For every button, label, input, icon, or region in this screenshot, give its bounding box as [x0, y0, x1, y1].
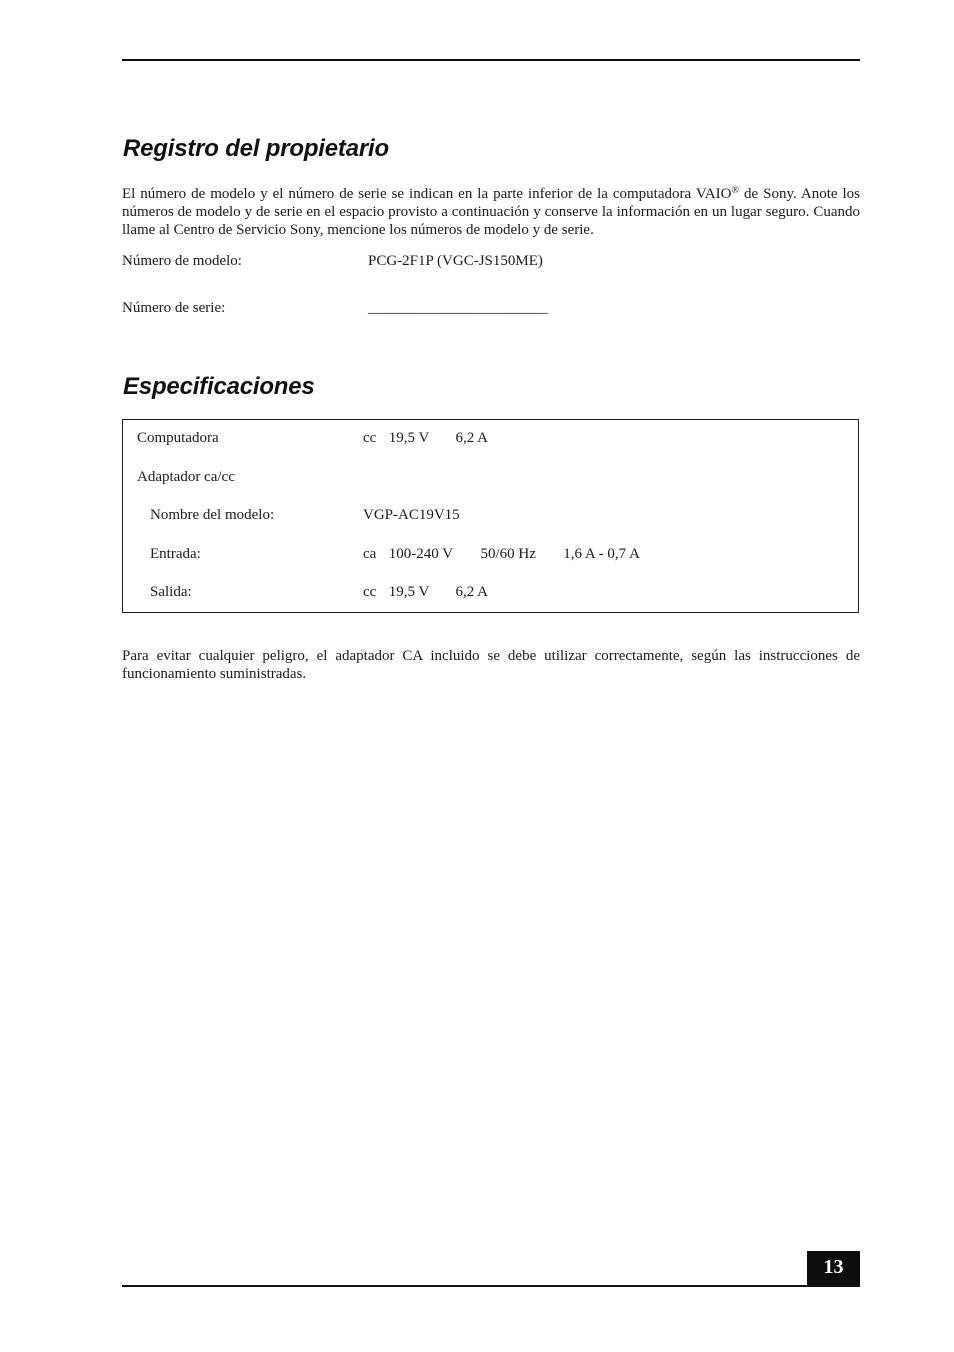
spec-row-output: [123, 582, 858, 602]
spec-value: [363, 428, 488, 448]
spec-label: Computadora: [137, 430, 219, 446]
spec-value: [363, 505, 460, 525]
spec-label: Nombre del modelo:: [150, 507, 275, 523]
spec-value-part: cc: [363, 584, 377, 600]
spec-value-part: 19,5 V: [388, 430, 430, 446]
page-number: 13: [807, 1251, 860, 1287]
owner-record-intro: [122, 185, 860, 239]
section-title-specs: Especificaciones: [123, 373, 315, 400]
bottom-rule: [122, 1285, 860, 1287]
spec-value-part: 19,5 V: [388, 584, 430, 600]
spec-row-computer: [123, 428, 858, 448]
spec-row-model-name: [123, 505, 858, 525]
spec-value-part: 1,6 A - 0,7 A: [563, 546, 640, 562]
spec-value-part: cc: [363, 430, 377, 446]
model-number-value: PCG-2F1P (VGC-JS150ME): [368, 253, 543, 269]
spec-value-part: ca: [363, 546, 377, 562]
spec-label: Entrada:: [150, 546, 201, 562]
spec-label: Salida:: [150, 584, 192, 600]
spec-row-adapter: [123, 467, 858, 487]
specs-table: [122, 419, 859, 613]
spec-row-input: [123, 544, 858, 564]
spec-value: [363, 582, 488, 602]
serial-number-label: Número de serie:: [122, 300, 226, 316]
spec-value-part: 100-240 V: [388, 546, 454, 562]
intro-text-part1: El número de modelo y el número de serie se indican en la parte inferior de la computadora VAIO: [122, 186, 732, 202]
spec-value-part: VGP-AC19V15: [363, 507, 460, 523]
spec-value-part: 50/60 Hz: [480, 546, 536, 562]
spec-value-part: 6,2 A: [455, 584, 489, 600]
intro-text-part2: de Sony. Anote los números de modelo y de serie en el espacio provisto a continuación y conserve la información en un lugar seguro. Cuando llame al Centro de Servicio Sony, mencione los números de modelo y de serie.: [122, 186, 860, 238]
model-number-label: Número de modelo:: [122, 253, 242, 269]
spec-value: [363, 544, 640, 564]
spec-label: Adaptador ca/cc: [137, 469, 235, 485]
spec-value-part: 6,2 A: [455, 430, 489, 446]
registered-mark: ®: [731, 185, 740, 196]
serial-number-blank: ________________________: [368, 300, 548, 316]
safety-warning: Para evitar cualquier peligro, el adaptador CA incluido se debe utilizar correctamente, según las instrucciones de funcionamiento suministradas.: [122, 648, 860, 682]
top-rule: [122, 59, 860, 61]
section-title-owner-record: Registro del propietario: [123, 135, 389, 162]
